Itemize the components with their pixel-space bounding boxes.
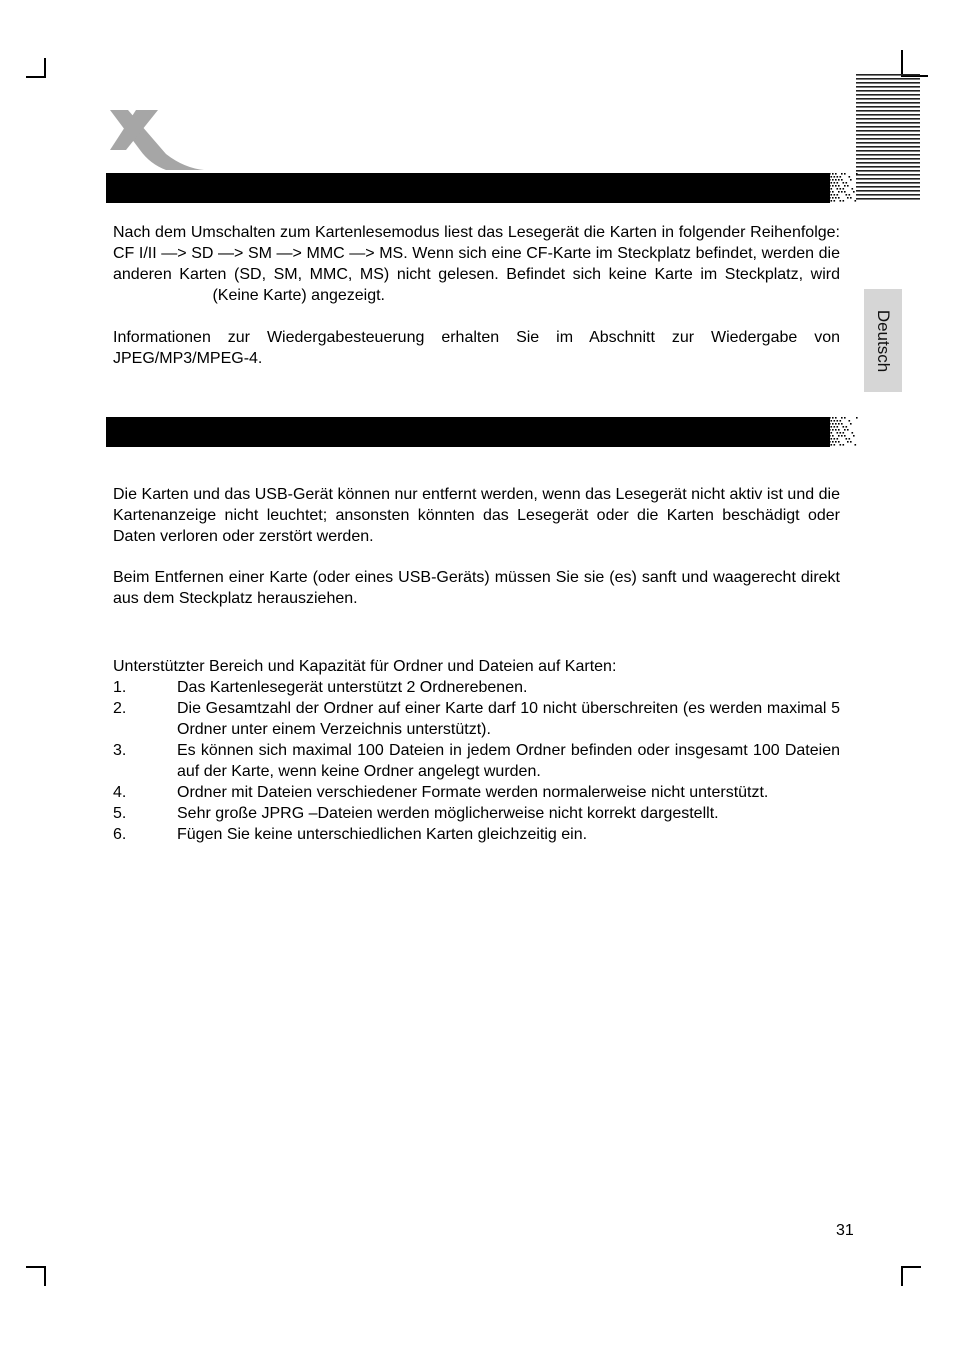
crop-mark-bottom-left bbox=[26, 1266, 46, 1268]
list-item: 4. Ordner mit Dateien verschiedener Formate werden normalerweise nicht unterstützt. bbox=[113, 784, 769, 801]
playback-info-paragraph: Informationen zur Wiedergabesteuerung erhalten Sie im Abschnitt zur Wiedergabe von JPEG/MP3/MPEG-4. bbox=[113, 329, 840, 367]
list-item: 1. Das Kartenlesegerät unterstützt 2 Ordnerebenen. bbox=[113, 679, 528, 696]
list-item: 3. Es können sich maximal 100 Dateien in jedem Ordner befinden oder insgesamt 100 Dateien auf der Karte, wenn keine Ordner angelegt wurden. bbox=[113, 742, 840, 780]
header-stripes-decoration bbox=[856, 72, 920, 200]
page-number: 31 bbox=[836, 1222, 854, 1239]
crop-mark-bottom-right bbox=[901, 1266, 903, 1286]
brand-logo bbox=[106, 104, 206, 172]
list-intro: Unterstützter Bereich und Kapazität für Ordner und Dateien auf Karten: bbox=[113, 658, 617, 675]
card-removal-instruction-paragraph: Beim Entfernen einer Karte (oder eines USB-Geräts) müssen Sie sie (es) sanft und waagerecht direkt aus dem Steckplatz herausziehen. bbox=[113, 569, 840, 607]
crop-mark-bottom-left bbox=[44, 1266, 46, 1286]
card-removal-paragraph: Die Karten und das USB-Gerät können nur entfernt werden, wenn das Lesegerät nicht aktiv ist und die Kartenanzeige nicht leuchtet; ansonsten könnten das Lesegerät oder die Karten beschädigt oder Daten verloren oder zerstört werden. bbox=[113, 486, 840, 545]
section-header-bar bbox=[106, 417, 858, 447]
crop-mark-top-left bbox=[26, 76, 46, 78]
card-reader-order-paragraph: Nach dem Umschalten zum Kartenlesemodus liest das Lesegerät die Karten in folgender Reihenfolge: CF I/II —> SD —> SM —> MMC —> MS. Wenn sich eine CF-Karte im Steckplatz befindet, werden die anderen Karten (SD, SM, MMC, MS) nicht gelesen. Befindet sich keine Karte im Steckplatz, wird (Keine Karte) angezeigt. bbox=[113, 224, 840, 304]
list-item: 6. Fügen Sie keine unterschiedlichen Karten gleichzeitig ein. bbox=[113, 826, 588, 843]
crop-mark-bottom-right bbox=[901, 1266, 921, 1268]
language-tab bbox=[864, 289, 902, 392]
crop-mark-top-left bbox=[44, 58, 46, 78]
language-tab-label: Deutsch bbox=[874, 309, 893, 372]
list-item: 2. Die Gesamtzahl der Ordner auf einer Karte darf 10 nicht überschreiten (es werden maximal 5 Ordner unter einem Verzeichnis unterstützt). bbox=[113, 700, 840, 738]
section-header-bar bbox=[106, 173, 858, 203]
list-item: 5. Sehr große JPRG –Dateien werden möglicherweise nicht korrekt dargestellt. bbox=[113, 805, 719, 822]
capacity-list bbox=[113, 677, 840, 845]
